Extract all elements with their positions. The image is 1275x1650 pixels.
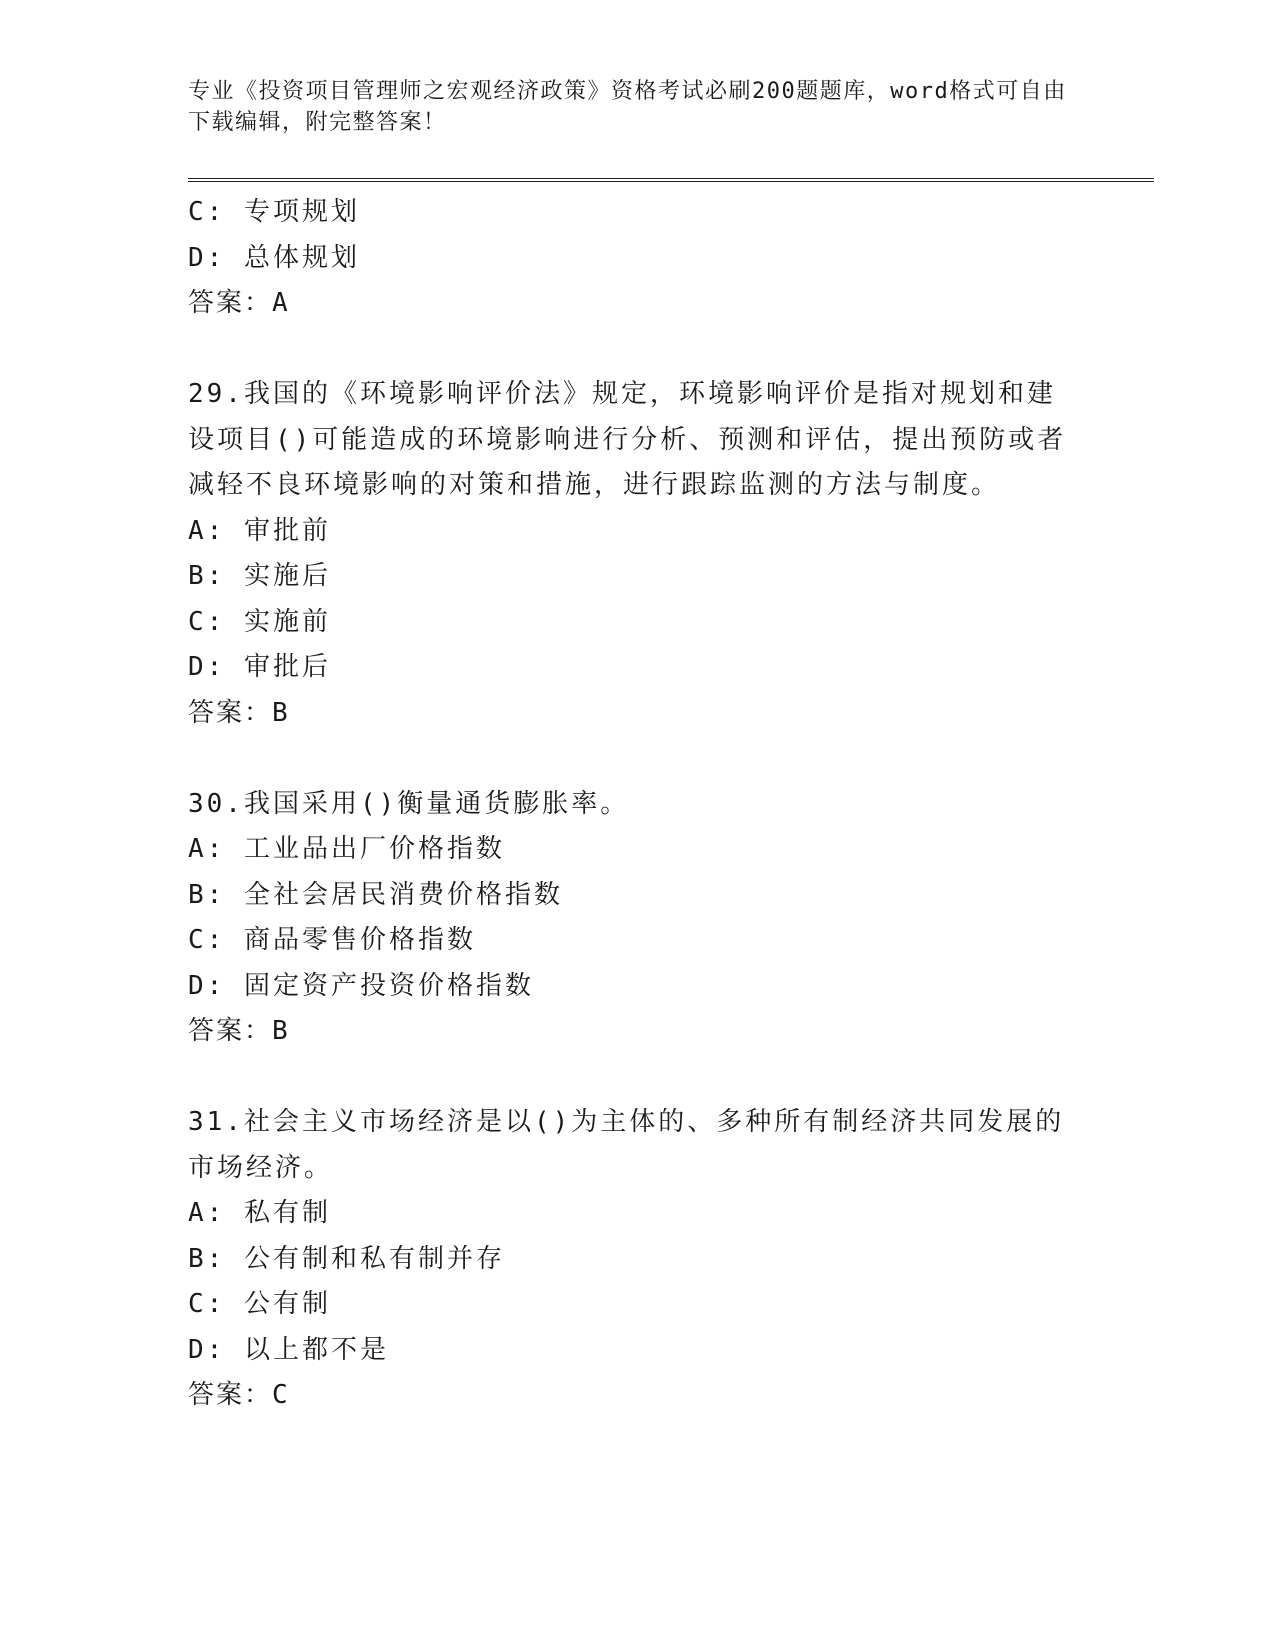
answer-value: C [272,1380,290,1410]
question-content [188,190,1148,1419]
header-double-rule [188,178,1154,182]
option-label: C: [188,197,226,227]
answer-label: 答案： [188,288,273,318]
option-label: D: [188,242,226,273]
option-text: 公有制和私有制并存 [243,1243,505,1274]
answer-value: B [272,1016,290,1046]
option-label: B: [188,561,226,591]
option-text: 专项规划 [243,197,360,227]
answer-label: 答案： [188,1380,273,1410]
option-text: 固定资产投资价格指数 [243,970,534,1001]
option-label: C: [188,925,226,955]
option-label: B: [188,1243,226,1274]
option-text: 商品零售价格指数 [243,925,476,955]
answer-line [188,691,1148,737]
option-text: 私有制 [243,1198,331,1228]
answer-value: A [272,288,290,318]
answer-label: 答案： [188,1016,273,1046]
option-b [188,873,1148,919]
option-c [188,1282,1148,1328]
option-text: 总体规划 [243,242,360,273]
option-label: A: [188,834,226,864]
option-label: C: [188,1289,226,1319]
option-d [188,964,1148,1010]
option-c [188,918,1148,964]
option-label: D: [188,970,226,1001]
option-c [188,190,1148,236]
document-header: 专业《投资项目管理师之宏观经济政策》资格考试必刷200题题库，word格式可自由下载编辑，附完整答案！ [188,79,1067,135]
option-text: 实施前 [243,606,331,637]
option-text: 实施后 [243,561,331,591]
spacer [188,736,1148,782]
option-a [188,827,1148,873]
question-31-text: 31.社会主义市场经济是以()为主体的、多种所有制经济共同发展的市场经济。 [188,1107,1065,1183]
option-b [188,554,1148,600]
option-label: B: [188,879,226,910]
answer-label: 答案： [188,697,273,728]
option-text: 以上都不是 [243,1334,389,1365]
option-a [188,1191,1148,1237]
option-c [188,600,1148,646]
question-29-text: 29.我国的《环境影响评价法》规定，环境影响评价是指对规划和建设项目()可能造成的环境影响进行分析、预测和评估，提出预防或者减轻不良环境影响的对策和措施，进行跟踪监测的方法与制度。 [188,379,1067,500]
option-a [188,509,1148,555]
option-d [188,236,1148,282]
option-label: A: [188,515,226,546]
answer-line [188,281,1148,327]
option-label: D: [188,1334,226,1365]
option-label: C: [188,606,226,637]
option-text: 全社会居民消费价格指数 [243,879,563,910]
option-d [188,645,1148,691]
option-text: 公有制 [243,1289,331,1319]
option-text: 审批后 [243,652,331,682]
answer-value: B [272,697,290,728]
option-b [188,1237,1148,1283]
question-30-text: 30.我国采用()衡量通货膨胀率。 [188,788,630,819]
option-text: 审批前 [243,515,331,546]
option-d [188,1328,1148,1374]
document-page [188,0,1148,1419]
option-label: D: [188,652,226,682]
spacer [188,327,1148,373]
spacer [188,1055,1148,1101]
answer-line [188,1009,1148,1055]
answer-line [188,1373,1148,1419]
option-label: A: [188,1198,226,1228]
option-text: 工业品出厂价格指数 [243,834,505,864]
